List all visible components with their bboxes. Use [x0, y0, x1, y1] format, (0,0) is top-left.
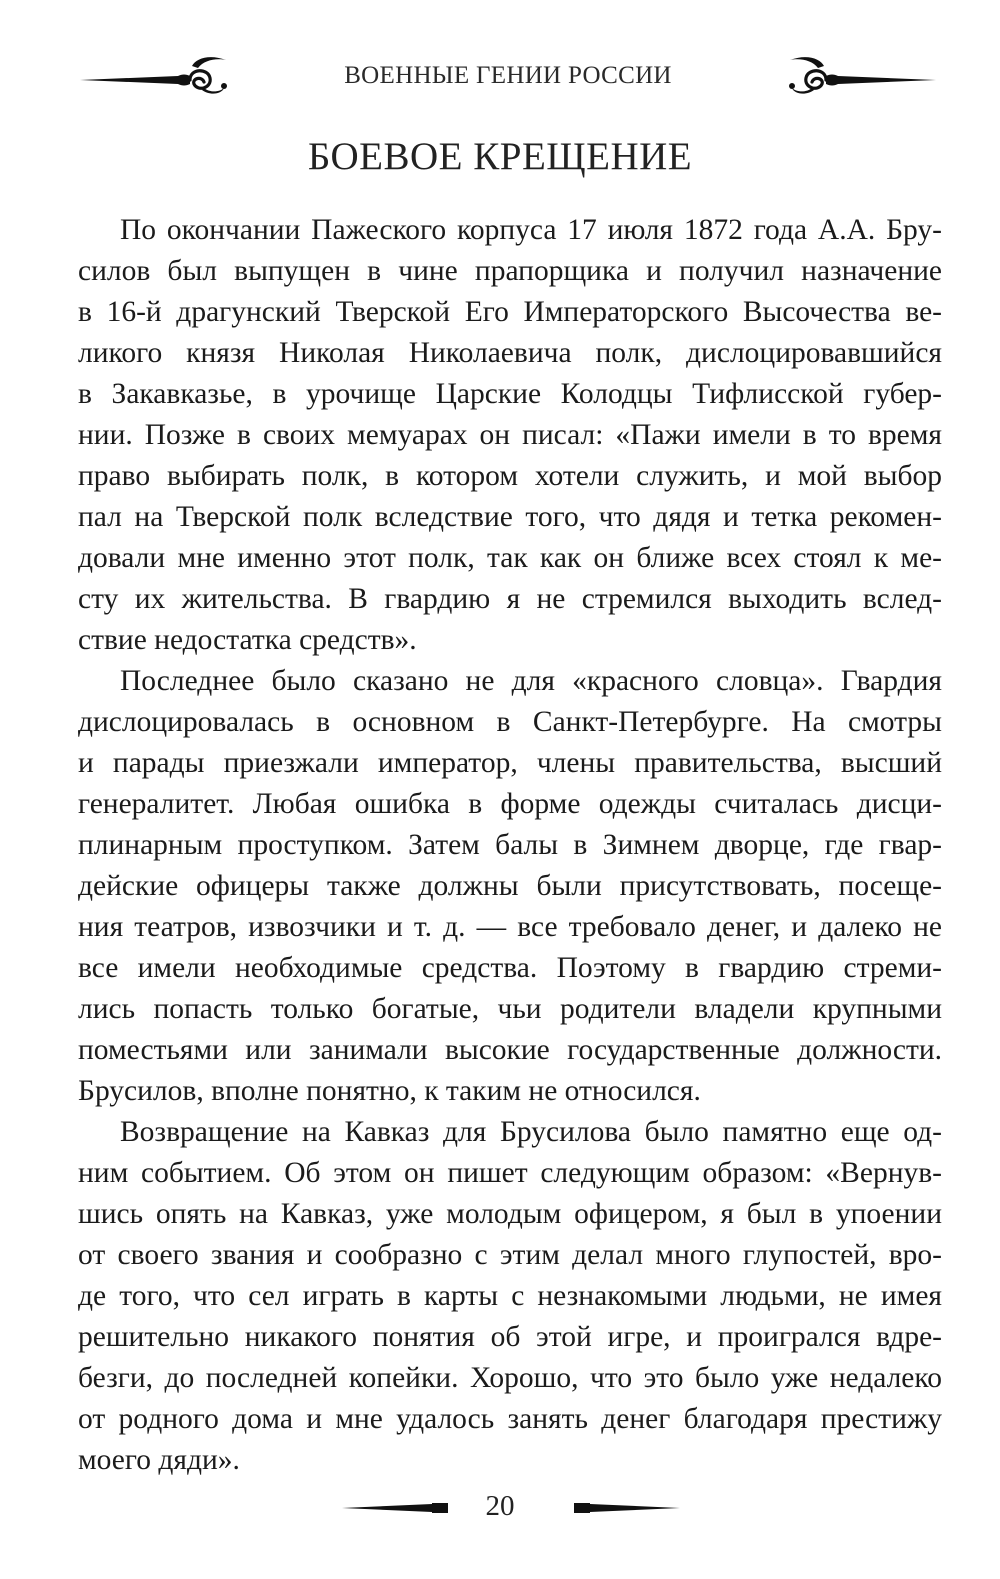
text-line: и парады приезжали император, члены правительства, высший	[78, 747, 942, 779]
text-line: ликого князя Николая Николаевича полк, дислоцировавшийся	[78, 337, 942, 369]
text-line: право выбирать полк, в котором хотели служить, и мой выбор	[78, 460, 942, 492]
text-line: Брусилов, вполне понятно, к таким не относился.	[78, 1075, 701, 1107]
text-line: решительно никакого понятия об этой игре, и проигрался вдре-	[78, 1321, 942, 1353]
text-line: нии. Позже в своих мемуарах он писал: «Пажи имели в то время	[78, 419, 942, 451]
body-text	[78, 210, 942, 1481]
folio-rule-icon	[572, 1498, 682, 1518]
text-line: лись попасть только богатые, чьи родители владели крупными	[78, 993, 942, 1025]
text-line: сту их жительства. В гвардию я не стремился выходить вслед-	[78, 583, 942, 615]
text-line: силов был выпущен в чине прапорщика и получил назначение	[78, 255, 942, 287]
text-line: Последнее было сказано не для «красного словца». Гвардия	[120, 665, 942, 697]
text-line: все имели необходимые средства. Поэтому в гвардию стреми-	[78, 952, 942, 984]
text-line: дейские офицеры также должны были присутствовать, посеще-	[78, 870, 942, 902]
text-line: от родного дома и мне удалось занять денег благодаря престижу	[78, 1403, 942, 1435]
text-line: Возвращение на Кавказ для Брусилова было памятно еще од-	[120, 1116, 942, 1148]
page-number: 20	[485, 1490, 515, 1522]
text-line: По окончании Пажеского корпуса 17 июля 1872 года А.А. Бру-	[120, 214, 942, 246]
text-line: моего дяди».	[78, 1444, 240, 1476]
page-footer	[0, 1488, 1000, 1532]
text-line: дислоцировалась в основном в Санкт-Петербурге. На смотры	[78, 706, 942, 738]
text-line: плинарным проступком. Затем балы в Зимнем дворце, где гвар-	[78, 829, 942, 861]
running-head	[78, 46, 938, 106]
text-line: в 16-й драгунский Тверской Его Императорского Высочества ве-	[78, 296, 942, 328]
text-line: ствие недостатка средств».	[78, 624, 417, 656]
text-line: генералитет. Любая ошибка в форме одежды считалась дисци-	[78, 788, 942, 820]
text-line: от своего звания и сообразно с этим делал много глупостей, вро-	[78, 1239, 942, 1271]
text-line: безги, до последней копейки. Хорошо, что это было уже недалеко	[78, 1362, 942, 1394]
flourish-ornament-icon	[778, 46, 938, 106]
text-line: шись опять на Кавказ, уже молодым офицером, я был в упоении	[78, 1198, 942, 1230]
chapter-title: БОЕВОЕ КРЕЩЕНИЕ	[307, 135, 693, 178]
text-line: довали мне именно этот полк, так как он ближе всех стоял к ме-	[78, 542, 942, 574]
text-line: де того, что сел играть в карты с незнакомыми людьми, не имея	[78, 1280, 942, 1312]
text-line: ния театров, извозчики и т. д. — все требовало денег, и далеко не	[78, 911, 942, 943]
text-line: ним событием. Об этом он пишет следующим образом: «Вернув-	[78, 1157, 942, 1189]
text-line: пал на Тверской полк вследствие того, что дядя и тетка рекомен-	[78, 501, 942, 533]
text-line: поместьями или занимали высокие государственные должности.	[78, 1034, 942, 1066]
text-line: в Закавказье, в урочище Царские Колодцы Тифлисской губер-	[78, 378, 942, 410]
running-title: ВОЕННЫЕ ГЕНИИ РОССИИ	[344, 62, 672, 89]
